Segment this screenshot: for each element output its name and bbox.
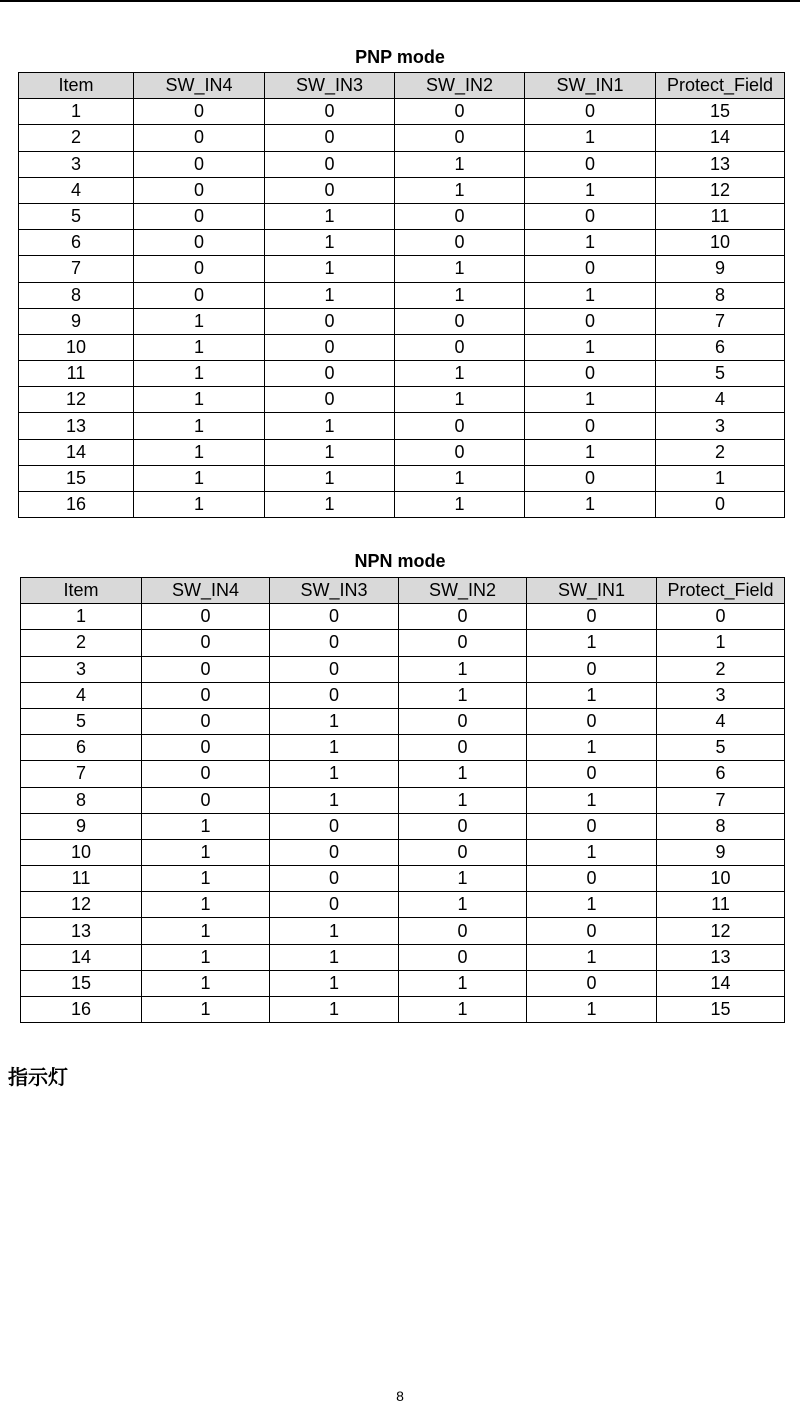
cell-item: 7 <box>19 256 134 282</box>
cell-sw-in1: 1 <box>527 892 657 918</box>
cell-sw-in4: 0 <box>142 761 270 787</box>
cell-sw-in3: 1 <box>270 735 399 761</box>
cell-sw-in2: 1 <box>395 177 525 203</box>
cell-protect-field: 14 <box>656 125 785 151</box>
table-row <box>21 761 785 787</box>
page-number: 8 <box>396 1388 404 1404</box>
cell-protect-field: 13 <box>656 151 785 177</box>
cell-item: 9 <box>21 813 142 839</box>
cell-sw-in2: 1 <box>399 761 527 787</box>
cell-protect-field: 8 <box>657 813 785 839</box>
cell-sw-in2: 1 <box>395 387 525 413</box>
cell-sw-in1: 0 <box>525 413 656 439</box>
cell-item: 6 <box>19 230 134 256</box>
cell-sw-in4: 0 <box>142 604 270 630</box>
cell-sw-in3: 1 <box>270 761 399 787</box>
cell-sw-in1: 1 <box>525 230 656 256</box>
cell-sw-in1: 1 <box>525 439 656 465</box>
cell-sw-in2: 0 <box>395 334 525 360</box>
table-row <box>19 465 785 491</box>
cell-item: 3 <box>21 656 142 682</box>
npn-mode-table <box>20 577 785 1023</box>
cell-sw-in4: 0 <box>134 203 265 229</box>
cell-sw-in3: 1 <box>265 256 395 282</box>
cell-item: 5 <box>21 708 142 734</box>
cell-sw-in2: 0 <box>395 413 525 439</box>
cell-sw-in4: 1 <box>142 813 270 839</box>
column-header-sw-in3: SW_IN3 <box>270 578 399 604</box>
cell-sw-in3: 0 <box>270 813 399 839</box>
cell-sw-in3: 1 <box>265 203 395 229</box>
cell-item: 16 <box>21 997 142 1023</box>
cell-item: 15 <box>21 970 142 996</box>
cell-sw-in2: 0 <box>395 230 525 256</box>
pnp-mode-table <box>18 72 785 518</box>
cell-protect-field: 3 <box>657 682 785 708</box>
cell-protect-field: 11 <box>656 203 785 229</box>
cell-sw-in3: 1 <box>265 282 395 308</box>
cell-sw-in4: 1 <box>134 413 265 439</box>
table-row <box>21 892 785 918</box>
cell-protect-field: 7 <box>656 308 785 334</box>
cell-sw-in1: 1 <box>527 787 657 813</box>
cell-item: 10 <box>21 839 142 865</box>
cell-protect-field: 15 <box>656 99 785 125</box>
cell-sw-in3: 0 <box>270 866 399 892</box>
table-row <box>19 439 785 465</box>
table-row <box>21 630 785 656</box>
cell-item: 3 <box>19 151 134 177</box>
cell-sw-in1: 1 <box>525 282 656 308</box>
cell-item: 10 <box>19 334 134 360</box>
cell-sw-in2: 1 <box>399 682 527 708</box>
table-row <box>21 839 785 865</box>
cell-protect-field: 3 <box>656 413 785 439</box>
cell-sw-in3: 0 <box>270 682 399 708</box>
cell-sw-in2: 0 <box>399 918 527 944</box>
column-header-sw-in1: SW_IN1 <box>527 578 657 604</box>
table-row <box>21 970 785 996</box>
cell-sw-in2: 1 <box>399 656 527 682</box>
cell-item: 8 <box>21 787 142 813</box>
cell-protect-field: 14 <box>657 970 785 996</box>
cell-sw-in4: 0 <box>134 230 265 256</box>
cell-protect-field: 4 <box>656 387 785 413</box>
cell-item: 16 <box>19 492 134 518</box>
cell-protect-field: 5 <box>657 735 785 761</box>
cell-sw-in4: 0 <box>134 99 265 125</box>
cell-sw-in4: 1 <box>142 997 270 1023</box>
cell-protect-field: 10 <box>656 230 785 256</box>
table-row <box>19 282 785 308</box>
cell-sw-in1: 1 <box>525 492 656 518</box>
cell-sw-in4: 0 <box>142 787 270 813</box>
cell-sw-in3: 1 <box>265 413 395 439</box>
cell-item: 14 <box>19 439 134 465</box>
cell-sw-in2: 1 <box>395 151 525 177</box>
cell-sw-in2: 0 <box>399 813 527 839</box>
cell-sw-in1: 1 <box>527 630 657 656</box>
table-row <box>21 787 785 813</box>
cell-sw-in2: 1 <box>399 787 527 813</box>
cell-sw-in4: 0 <box>134 177 265 203</box>
cell-sw-in1: 0 <box>527 761 657 787</box>
column-header-sw-in4: SW_IN4 <box>134 73 265 99</box>
cell-sw-in4: 1 <box>142 839 270 865</box>
cell-sw-in4: 0 <box>142 630 270 656</box>
cell-sw-in2: 1 <box>399 997 527 1023</box>
cell-sw-in3: 0 <box>265 151 395 177</box>
column-header-sw-in2: SW_IN2 <box>395 73 525 99</box>
cell-sw-in4: 1 <box>134 465 265 491</box>
cell-sw-in3: 1 <box>265 465 395 491</box>
cell-sw-in3: 0 <box>270 604 399 630</box>
cell-protect-field: 0 <box>656 492 785 518</box>
cell-sw-in3: 0 <box>265 361 395 387</box>
cell-sw-in2: 1 <box>399 892 527 918</box>
cell-sw-in4: 0 <box>134 125 265 151</box>
table-row <box>21 708 785 734</box>
table-header-row <box>19 73 785 99</box>
cell-sw-in2: 0 <box>399 604 527 630</box>
cell-sw-in3: 0 <box>270 630 399 656</box>
cell-sw-in2: 0 <box>395 308 525 334</box>
cell-sw-in3: 0 <box>270 839 399 865</box>
table-row <box>21 944 785 970</box>
table-row <box>19 492 785 518</box>
cell-sw-in4: 0 <box>142 682 270 708</box>
cell-sw-in2: 0 <box>399 735 527 761</box>
cell-sw-in2: 0 <box>395 125 525 151</box>
table-row <box>19 308 785 334</box>
cell-sw-in3: 1 <box>270 997 399 1023</box>
cell-sw-in3: 1 <box>265 230 395 256</box>
cell-sw-in2: 0 <box>395 439 525 465</box>
cell-sw-in3: 1 <box>270 787 399 813</box>
cell-sw-in3: 1 <box>270 944 399 970</box>
cell-protect-field: 6 <box>656 334 785 360</box>
cell-sw-in3: 0 <box>265 177 395 203</box>
cell-sw-in4: 0 <box>134 151 265 177</box>
cell-sw-in2: 0 <box>399 944 527 970</box>
cell-sw-in4: 1 <box>142 970 270 996</box>
pnp-table-title: PNP mode <box>355 47 445 67</box>
column-header-sw-in3: SW_IN3 <box>265 73 395 99</box>
table-row <box>19 413 785 439</box>
cell-item: 8 <box>19 282 134 308</box>
cell-sw-in1: 0 <box>527 813 657 839</box>
cell-protect-field: 8 <box>656 282 785 308</box>
table-row <box>21 735 785 761</box>
cell-item: 13 <box>19 413 134 439</box>
table-row <box>21 813 785 839</box>
cell-sw-in2: 1 <box>395 256 525 282</box>
cell-protect-field: 11 <box>657 892 785 918</box>
cell-sw-in2: 0 <box>399 839 527 865</box>
cell-protect-field: 10 <box>657 866 785 892</box>
cell-sw-in4: 1 <box>134 308 265 334</box>
table-row <box>19 177 785 203</box>
cell-sw-in3: 1 <box>270 708 399 734</box>
cell-protect-field: 6 <box>657 761 785 787</box>
cell-sw-in2: 1 <box>399 866 527 892</box>
cell-sw-in3: 0 <box>270 656 399 682</box>
cell-protect-field: 12 <box>657 918 785 944</box>
cell-protect-field: 15 <box>657 997 785 1023</box>
cell-sw-in3: 0 <box>265 387 395 413</box>
cell-sw-in1: 1 <box>527 682 657 708</box>
table-row <box>19 99 785 125</box>
cell-sw-in3: 0 <box>265 334 395 360</box>
table-row <box>21 918 785 944</box>
table-row <box>21 997 785 1023</box>
cell-item: 2 <box>19 125 134 151</box>
cell-sw-in1: 1 <box>525 125 656 151</box>
table-row <box>21 604 785 630</box>
cell-protect-field: 5 <box>656 361 785 387</box>
cell-sw-in3: 1 <box>270 918 399 944</box>
table-header-row <box>21 578 785 604</box>
cell-protect-field: 9 <box>656 256 785 282</box>
cell-sw-in2: 1 <box>395 361 525 387</box>
table-row <box>21 682 785 708</box>
cell-sw-in4: 1 <box>142 944 270 970</box>
cell-protect-field: 1 <box>656 465 785 491</box>
table-row <box>21 866 785 892</box>
cell-sw-in4: 0 <box>142 708 270 734</box>
cell-item: 1 <box>21 604 142 630</box>
cell-protect-field: 1 <box>657 630 785 656</box>
cell-protect-field: 0 <box>657 604 785 630</box>
cell-item: 4 <box>19 177 134 203</box>
cell-sw-in2: 1 <box>395 282 525 308</box>
table-row <box>19 334 785 360</box>
cell-sw-in2: 0 <box>395 203 525 229</box>
cell-sw-in1: 0 <box>525 361 656 387</box>
cell-sw-in1: 1 <box>527 997 657 1023</box>
cell-protect-field: 7 <box>657 787 785 813</box>
cell-sw-in4: 1 <box>134 334 265 360</box>
cell-sw-in4: 1 <box>142 918 270 944</box>
cell-sw-in2: 1 <box>399 970 527 996</box>
cell-sw-in4: 1 <box>134 492 265 518</box>
cell-sw-in1: 0 <box>525 465 656 491</box>
cell-item: 14 <box>21 944 142 970</box>
cell-sw-in1: 0 <box>525 99 656 125</box>
cell-sw-in1: 0 <box>527 708 657 734</box>
cell-sw-in4: 1 <box>142 866 270 892</box>
cell-item: 7 <box>21 761 142 787</box>
cell-sw-in1: 0 <box>527 866 657 892</box>
cell-sw-in3: 1 <box>265 492 395 518</box>
cell-sw-in2: 0 <box>399 630 527 656</box>
cell-item: 6 <box>21 735 142 761</box>
cell-sw-in1: 1 <box>525 177 656 203</box>
cell-sw-in3: 0 <box>265 308 395 334</box>
cell-protect-field: 9 <box>657 839 785 865</box>
cell-item: 5 <box>19 203 134 229</box>
column-header-protect-field: Protect_Field <box>656 73 785 99</box>
cell-item: 4 <box>21 682 142 708</box>
table-row <box>19 151 785 177</box>
cell-sw-in4: 1 <box>134 439 265 465</box>
cell-sw-in4: 0 <box>134 256 265 282</box>
column-header-item: Item <box>19 73 134 99</box>
cell-sw-in1: 0 <box>525 308 656 334</box>
cell-sw-in1: 0 <box>527 604 657 630</box>
npn-table-title: NPN mode <box>354 551 446 571</box>
cell-sw-in2: 1 <box>395 465 525 491</box>
table-row <box>21 656 785 682</box>
cell-sw-in1: 0 <box>527 918 657 944</box>
cell-item: 2 <box>21 630 142 656</box>
table-row <box>19 387 785 413</box>
column-header-protect-field: Protect_Field <box>657 578 785 604</box>
cell-sw-in2: 1 <box>395 492 525 518</box>
table-row <box>19 230 785 256</box>
column-header-sw-in1: SW_IN1 <box>525 73 656 99</box>
cell-protect-field: 4 <box>657 708 785 734</box>
cell-sw-in2: 0 <box>399 708 527 734</box>
cell-protect-field: 12 <box>656 177 785 203</box>
table-row <box>19 203 785 229</box>
cell-item: 12 <box>19 387 134 413</box>
column-header-sw-in2: SW_IN2 <box>399 578 527 604</box>
cell-sw-in4: 1 <box>134 387 265 413</box>
cell-item: 12 <box>21 892 142 918</box>
cell-sw-in1: 0 <box>525 256 656 282</box>
cell-protect-field: 2 <box>657 656 785 682</box>
cell-sw-in3: 1 <box>265 439 395 465</box>
cell-sw-in1: 0 <box>527 970 657 996</box>
cell-sw-in3: 0 <box>270 892 399 918</box>
cell-item: 11 <box>19 361 134 387</box>
cell-sw-in1: 1 <box>527 944 657 970</box>
cell-sw-in1: 1 <box>525 387 656 413</box>
table-row <box>19 361 785 387</box>
section-heading: 指示灯 <box>8 1065 68 1089</box>
cell-sw-in2: 0 <box>395 99 525 125</box>
cell-protect-field: 13 <box>657 944 785 970</box>
table-row <box>19 125 785 151</box>
cell-item: 1 <box>19 99 134 125</box>
cell-sw-in1: 1 <box>527 839 657 865</box>
column-header-item: Item <box>21 578 142 604</box>
top-rule <box>0 0 800 2</box>
cell-sw-in4: 1 <box>142 892 270 918</box>
cell-item: 15 <box>19 465 134 491</box>
cell-item: 13 <box>21 918 142 944</box>
cell-protect-field: 2 <box>656 439 785 465</box>
cell-sw-in4: 0 <box>142 656 270 682</box>
cell-sw-in1: 0 <box>525 151 656 177</box>
cell-item: 9 <box>19 308 134 334</box>
table-row <box>19 256 785 282</box>
cell-sw-in4: 0 <box>134 282 265 308</box>
cell-sw-in1: 1 <box>527 735 657 761</box>
column-header-sw-in4: SW_IN4 <box>142 578 270 604</box>
cell-sw-in1: 0 <box>527 656 657 682</box>
cell-sw-in1: 1 <box>525 334 656 360</box>
cell-sw-in3: 1 <box>270 970 399 996</box>
cell-sw-in1: 0 <box>525 203 656 229</box>
cell-sw-in4: 0 <box>142 735 270 761</box>
cell-sw-in3: 0 <box>265 125 395 151</box>
cell-item: 11 <box>21 866 142 892</box>
cell-sw-in3: 0 <box>265 99 395 125</box>
cell-sw-in4: 1 <box>134 361 265 387</box>
